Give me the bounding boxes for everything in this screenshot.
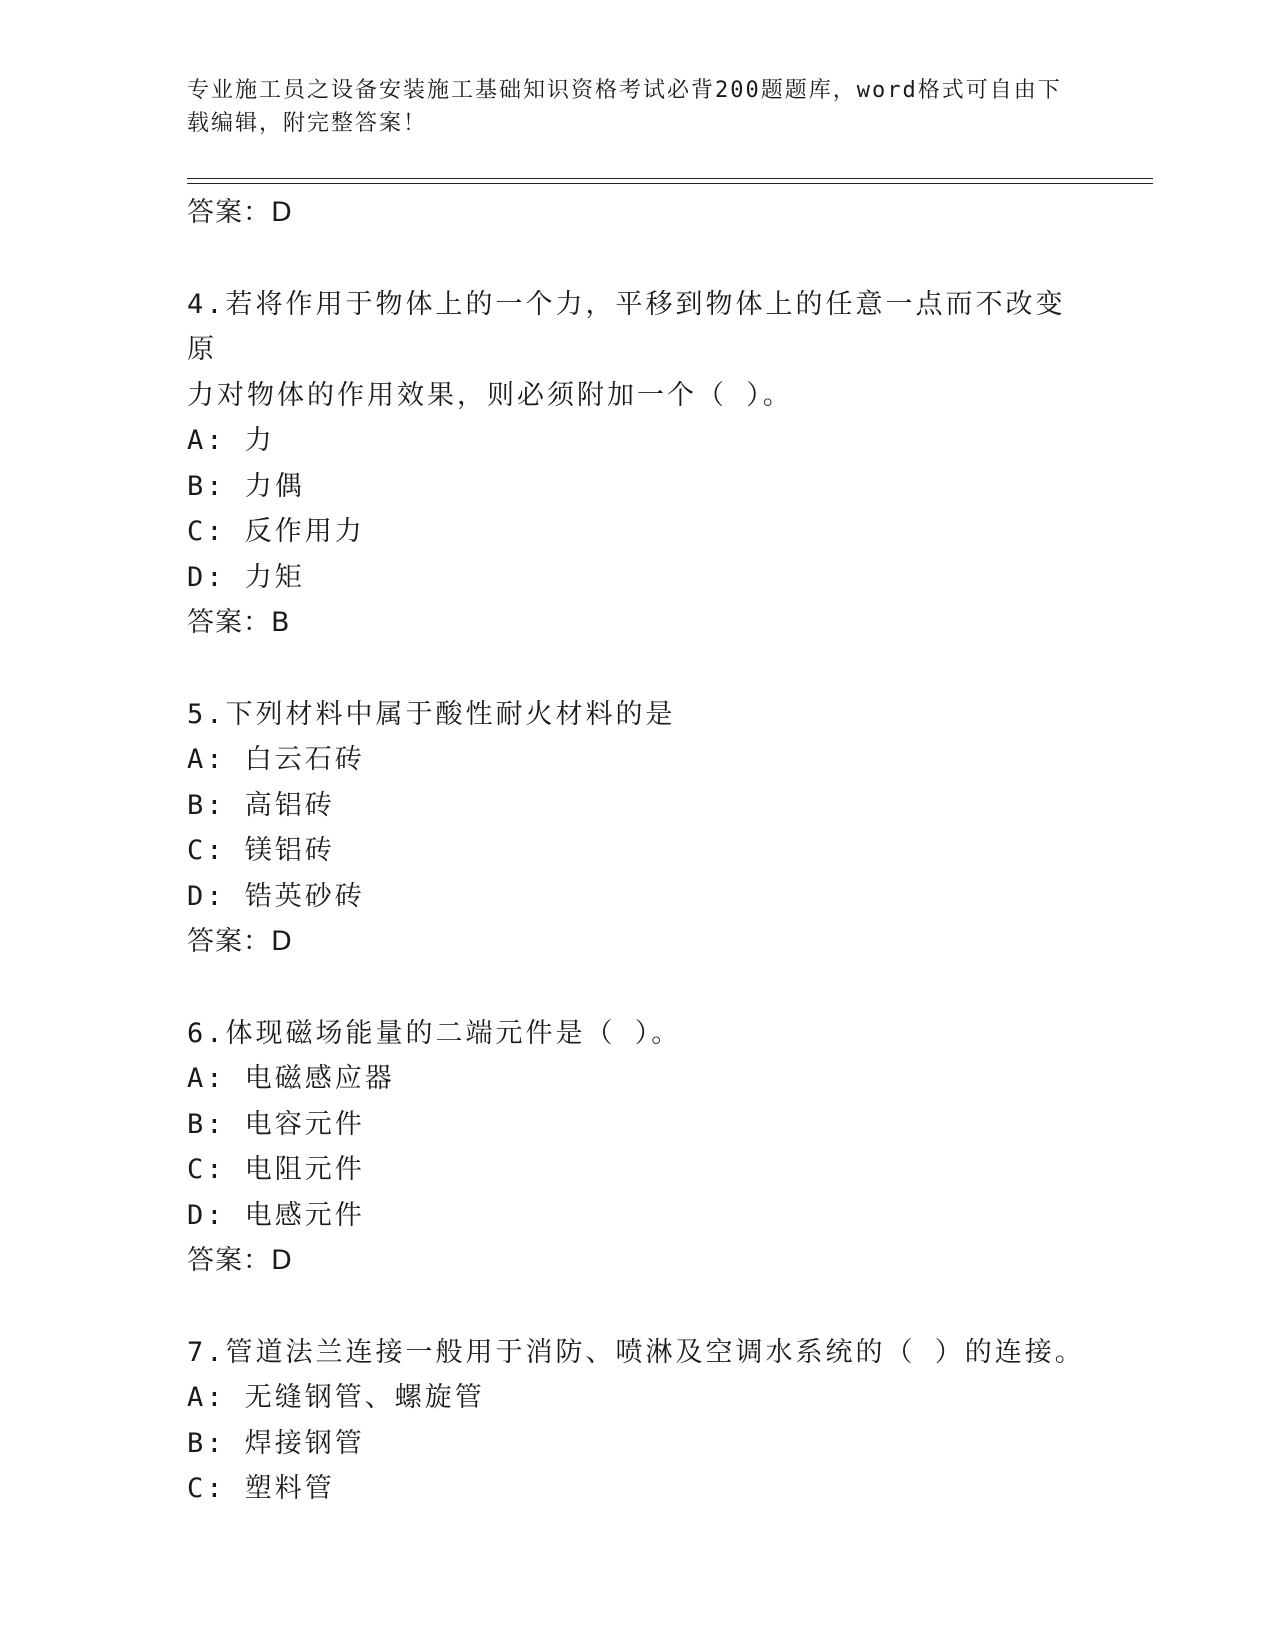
document-header: 专业施工员之设备安装施工基础知识资格考试必背200题题库，word格式可自由下载编辑，附完整答案！ — [187, 78, 1062, 136]
header-divider-top — [187, 178, 1153, 179]
question-7 — [187, 1330, 1087, 1512]
question-stem: 力对物体的作用效果，则必须附加一个（ ）。 — [187, 379, 793, 411]
option-b: B: 力偶 — [187, 470, 305, 502]
answer-line: 答案：D — [187, 926, 293, 957]
question-stem: 7.管道法兰连接一般用于消防、喷淋及空调水系统的（ ）的连接。 — [187, 1336, 1085, 1368]
question-stem: 5.下列材料中属于酸性耐火材料的是 — [187, 698, 676, 730]
option-b: B: 高铝砖 — [187, 789, 335, 821]
option-d: D: 电感元件 — [187, 1199, 365, 1231]
question-stem: 4.若将作用于物体上的一个力，平移到物体上的任意一点而不改变原 — [187, 288, 1066, 365]
option-d: D: 力矩 — [187, 561, 305, 593]
answer-line: 答案：B — [187, 607, 291, 638]
option-a: A: 无缝钢管、螺旋管 — [187, 1382, 485, 1413]
option-a: A: 力 — [187, 425, 275, 456]
answer-line: 答案：D — [187, 197, 293, 228]
option-c: C: 反作用力 — [187, 516, 365, 547]
question-stem: 6.体现磁场能量的二端元件是（ ）。 — [187, 1017, 682, 1049]
option-a: A: 电磁感应器 — [187, 1063, 395, 1094]
header-divider-bottom — [187, 183, 1153, 184]
option-b: B: 焊接钢管 — [187, 1427, 365, 1459]
option-c: C: 电阻元件 — [187, 1154, 365, 1185]
option-c: C: 镁铝砖 — [187, 835, 335, 866]
answer-line: 答案：D — [187, 1245, 293, 1276]
option-a: A: 白云石砖 — [187, 744, 365, 775]
question-list — [187, 190, 1087, 1512]
question-6 — [187, 1011, 1087, 1284]
option-c: C: 塑料管 — [187, 1473, 335, 1504]
option-d: D: 锆英砂砖 — [187, 880, 365, 912]
question-5 — [187, 692, 1087, 965]
option-b: B: 电容元件 — [187, 1108, 365, 1140]
question-4 — [187, 282, 1087, 646]
